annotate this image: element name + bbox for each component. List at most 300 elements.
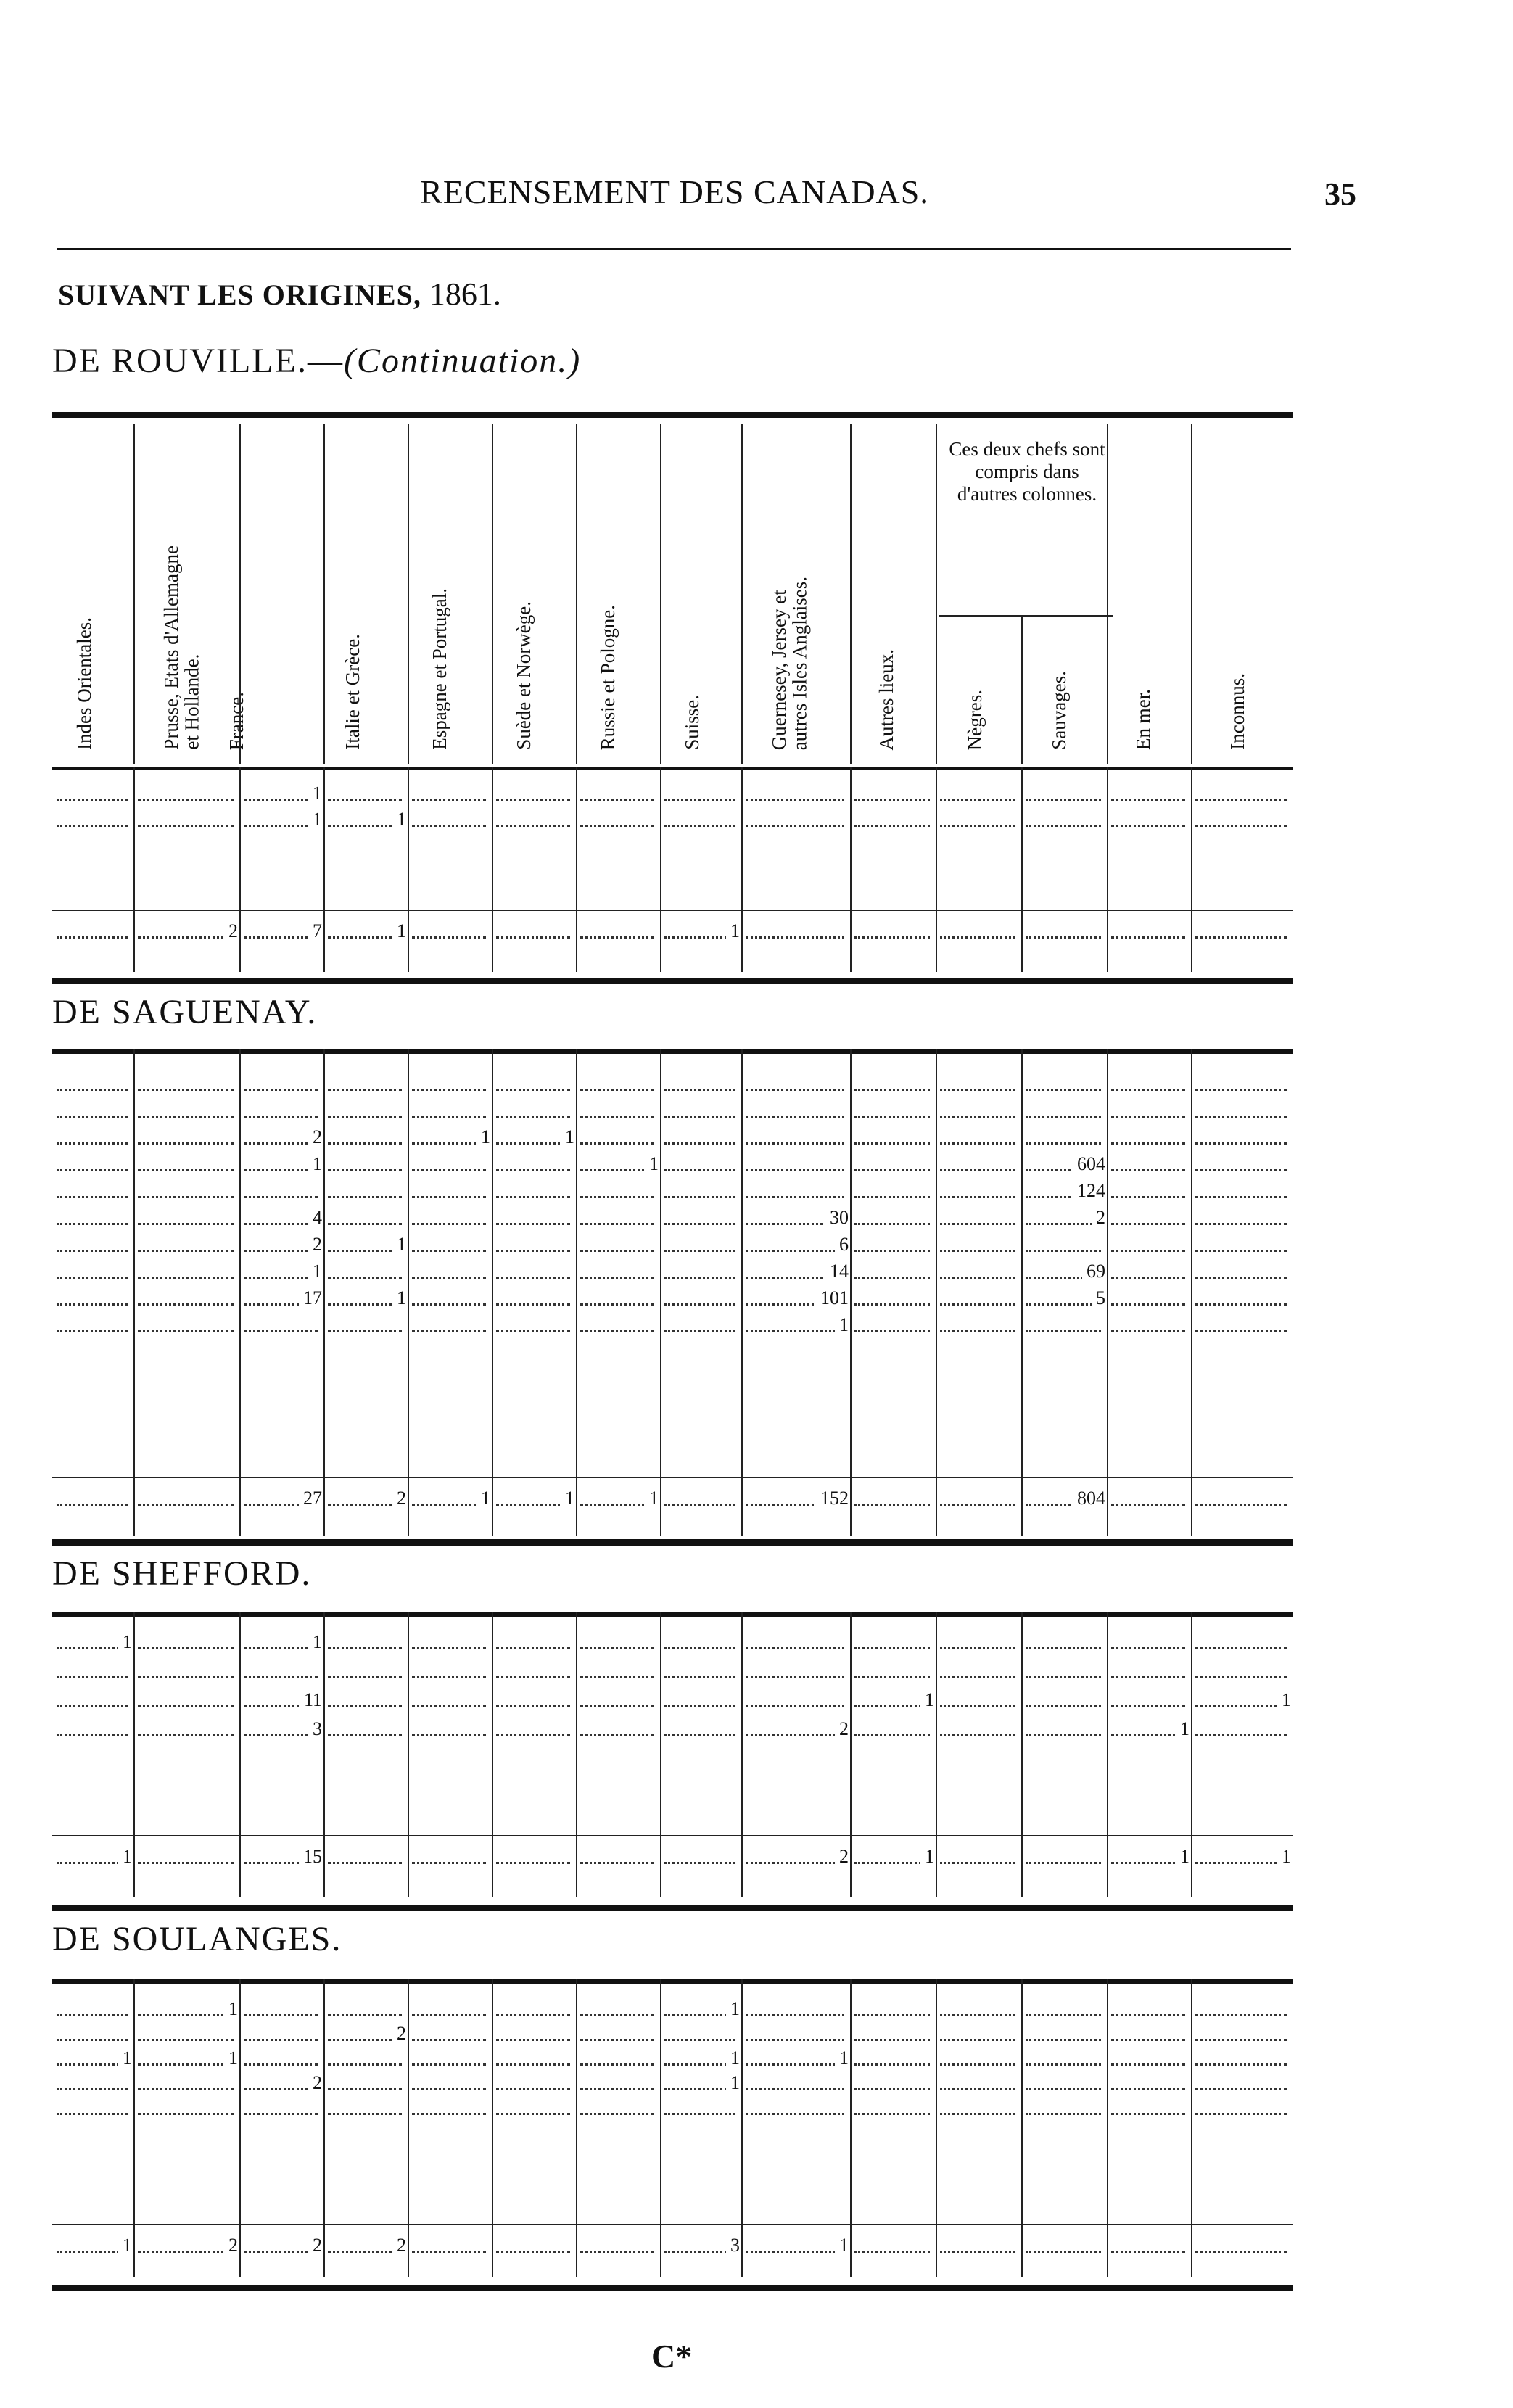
table-cell xyxy=(850,2096,936,2118)
leader-dots xyxy=(496,2251,570,2253)
leader-dots xyxy=(940,2014,1015,2016)
table-cell xyxy=(741,1179,850,1201)
table-cell xyxy=(741,2071,850,2093)
column-rule xyxy=(1191,424,1192,764)
table-cell xyxy=(492,1260,576,1282)
table-cell xyxy=(492,1153,576,1174)
leader-dots xyxy=(854,2063,930,2066)
leader-dots xyxy=(328,1250,402,1252)
table-cell xyxy=(1021,1153,1107,1174)
table-cell xyxy=(323,1689,408,1710)
table-cell xyxy=(850,1718,936,1739)
leader-dots xyxy=(496,1504,570,1506)
table-cell xyxy=(1191,1630,1293,1652)
table-row xyxy=(52,808,1293,833)
cell-value: 1 xyxy=(308,783,323,804)
leader-dots xyxy=(854,1142,930,1145)
section-title-saguenay xyxy=(52,992,317,1032)
leader-dots xyxy=(1111,1504,1185,1506)
leader-dots xyxy=(746,2113,844,2115)
leader-dots xyxy=(328,1196,402,1198)
leader-dots xyxy=(1026,1862,1101,1864)
signature-mark: C* xyxy=(651,2338,693,2375)
table-cell xyxy=(741,1689,850,1710)
table-cell xyxy=(1107,1260,1191,1282)
leader-dots xyxy=(244,1196,318,1198)
table-cell xyxy=(1191,1126,1293,1147)
group-head-note: Ces deux chefs sont compris dans d'autres colonnes. xyxy=(949,438,1105,506)
leader-dots xyxy=(580,2039,654,2041)
table-cell xyxy=(52,1179,133,1201)
table-cell xyxy=(660,1233,741,1255)
leader-dots xyxy=(746,1647,844,1649)
leader-dots xyxy=(940,1277,1015,1279)
leader-dots xyxy=(580,1705,654,1707)
table-cell xyxy=(408,1233,492,1255)
table-cell xyxy=(323,1659,408,1681)
leader-dots xyxy=(1026,825,1101,827)
table-cell xyxy=(133,1314,239,1335)
leader-dots xyxy=(664,1705,735,1707)
leader-dots xyxy=(57,936,128,939)
leader-dots xyxy=(328,1223,402,1225)
column-rule xyxy=(492,424,493,764)
leader-dots xyxy=(412,1089,486,1091)
cell-value: 2 xyxy=(392,1488,408,1509)
leader-dots xyxy=(244,1734,318,1736)
cell-value: 604 xyxy=(1073,1154,1107,1174)
leader-dots xyxy=(664,2014,735,2016)
table-cell xyxy=(52,808,133,830)
leader-dots xyxy=(1195,2251,1287,2253)
table-cell xyxy=(239,1126,323,1147)
leader-dots xyxy=(746,1142,844,1145)
leader-dots xyxy=(1195,1647,1287,1649)
table-cell xyxy=(741,1314,850,1335)
table-cell xyxy=(1107,1126,1191,1147)
table-cell xyxy=(576,1260,660,1282)
leader-dots xyxy=(328,2113,402,2115)
table-cell xyxy=(576,2047,660,2069)
table-cell xyxy=(1021,1997,1107,2019)
leader-dots xyxy=(496,1862,570,1864)
leader-dots xyxy=(854,825,930,827)
table-cell xyxy=(850,2047,936,2069)
table-cell xyxy=(1021,808,1107,830)
section-name: DE SAGUENAY. xyxy=(52,993,318,1031)
leader-dots xyxy=(664,825,735,827)
cell-value: 1 xyxy=(118,2235,133,2256)
total-rule xyxy=(52,1835,1293,1836)
leader-dots xyxy=(664,799,735,801)
cell-value: 4 xyxy=(308,1208,323,1228)
table-cell xyxy=(1107,1718,1191,1739)
table-cell xyxy=(741,2022,850,2044)
table-cell xyxy=(239,2234,323,2256)
col-head-france: France. xyxy=(226,691,247,750)
leader-dots xyxy=(57,799,128,801)
leader-dots xyxy=(940,2039,1015,2041)
section-bottom-rule xyxy=(52,978,1293,984)
leader-dots xyxy=(1195,1169,1287,1171)
col-head-autres-lieux: Autres lieux. xyxy=(875,648,897,750)
section-title-shefford xyxy=(52,1554,311,1593)
table-cell xyxy=(1107,1287,1191,1308)
table-cell xyxy=(133,782,239,804)
section-name: DE SOULANGES. xyxy=(52,1920,342,1958)
table-cell xyxy=(133,2047,239,2069)
leader-dots xyxy=(580,1303,654,1306)
table-cell xyxy=(936,1287,1021,1308)
leader-dots xyxy=(940,1862,1015,1864)
table-cell xyxy=(408,1153,492,1174)
leader-dots xyxy=(1026,2039,1101,2041)
leader-dots xyxy=(580,1277,654,1279)
column-rule xyxy=(239,424,241,764)
cell-value: 1 xyxy=(224,2048,239,2069)
leader-dots xyxy=(57,1250,128,1252)
table-cell xyxy=(1021,1314,1107,1335)
leader-dots xyxy=(1026,1116,1101,1118)
leader-dots xyxy=(854,1277,930,1279)
leader-dots xyxy=(854,1250,930,1252)
leader-dots xyxy=(244,2251,318,2253)
leader-dots xyxy=(1195,799,1287,801)
table-cell xyxy=(323,1260,408,1282)
table-row xyxy=(52,1630,1293,1655)
table-cell xyxy=(492,1099,576,1121)
leader-dots xyxy=(138,2088,234,2090)
table-cell xyxy=(1191,1099,1293,1121)
leader-dots xyxy=(1195,1330,1287,1332)
leader-dots xyxy=(138,1676,234,1678)
cell-value: 1 xyxy=(561,1488,576,1509)
leader-dots xyxy=(412,1116,486,1118)
cell-value: 1 xyxy=(118,1847,133,1867)
cell-value: 1 xyxy=(392,1234,408,1255)
leader-dots xyxy=(496,1705,570,1707)
table-cell xyxy=(741,1072,850,1094)
leader-dots xyxy=(57,2039,128,2041)
leader-dots xyxy=(412,1250,486,1252)
leader-dots xyxy=(138,1089,234,1091)
cell-value: 2 xyxy=(308,2235,323,2256)
table-cell xyxy=(1107,1630,1191,1652)
leader-dots xyxy=(138,1647,234,1649)
leader-dots xyxy=(940,2251,1015,2253)
table-cell xyxy=(741,1659,850,1681)
table-cell xyxy=(133,808,239,830)
table-cell xyxy=(741,920,850,941)
table-row xyxy=(52,2047,1293,2071)
table-cell xyxy=(660,1689,741,1710)
col-head-russie: Russie et Pologne. xyxy=(597,604,619,750)
table-cell xyxy=(1021,1718,1107,1739)
table-cell xyxy=(52,2071,133,2093)
table-cell xyxy=(323,1314,408,1335)
leader-dots xyxy=(244,1223,318,1225)
cell-value: 2 xyxy=(392,2235,408,2256)
table-cell xyxy=(850,2234,936,2256)
top-heavy-rule xyxy=(52,412,1293,418)
leader-dots xyxy=(328,2251,402,2253)
leader-dots xyxy=(496,1169,570,1171)
table-cell xyxy=(936,1206,1021,1228)
table-cell xyxy=(492,1689,576,1710)
leader-dots xyxy=(412,1277,486,1279)
table-cell xyxy=(239,1997,323,2019)
leader-dots xyxy=(854,1676,930,1678)
cell-value: 1 xyxy=(561,1127,576,1147)
cell-value: 6 xyxy=(835,1234,850,1255)
leader-dots xyxy=(412,825,486,827)
leader-dots xyxy=(746,1250,844,1252)
leader-dots xyxy=(496,936,570,939)
leader-dots xyxy=(664,1116,735,1118)
leader-dots xyxy=(244,1250,318,1252)
table-cell xyxy=(239,1099,323,1121)
section-bottom-rule xyxy=(52,1539,1293,1546)
table-cell xyxy=(576,1487,660,1509)
table-cell xyxy=(239,2022,323,2044)
leader-dots xyxy=(244,2014,318,2016)
table-cell xyxy=(1107,2047,1191,2069)
leader-dots xyxy=(138,1142,234,1145)
leader-dots xyxy=(940,1169,1015,1171)
table-cell xyxy=(1021,1260,1107,1282)
table-cell xyxy=(741,1099,850,1121)
leader-dots xyxy=(664,1277,735,1279)
running-title: RECENSEMENT DES CANADAS. xyxy=(420,173,929,210)
cell-value: 5 xyxy=(1092,1288,1107,1308)
leader-dots xyxy=(138,2039,234,2041)
table-cell xyxy=(52,1314,133,1335)
table-cell xyxy=(576,1179,660,1201)
table-cell xyxy=(323,2234,408,2256)
cell-value: 2 xyxy=(308,1127,323,1147)
col-head-italie: Italie et Grèce. xyxy=(342,634,363,750)
table-cell xyxy=(936,1179,1021,1201)
table-cell xyxy=(850,808,936,830)
col-head-suisse: Suisse. xyxy=(681,695,703,750)
leader-dots xyxy=(1195,1277,1287,1279)
cell-value: 1 xyxy=(835,1315,850,1335)
table-cell xyxy=(660,1126,741,1147)
section-name: DE ROUVILLE.— xyxy=(52,342,344,380)
table-cell xyxy=(323,1206,408,1228)
total-row xyxy=(52,1845,1293,1870)
leader-dots xyxy=(1111,1734,1185,1736)
leader-dots xyxy=(854,1116,930,1118)
leader-dots xyxy=(328,1277,402,1279)
leader-dots xyxy=(940,2088,1015,2090)
table-cell xyxy=(239,1233,323,1255)
table-cell xyxy=(408,920,492,941)
table-cell xyxy=(323,1099,408,1121)
table-cell xyxy=(52,1206,133,1228)
leader-dots xyxy=(1111,1116,1185,1118)
leader-dots xyxy=(746,1676,844,1678)
leader-dots xyxy=(1195,2039,1287,2041)
cell-value: 2 xyxy=(308,1234,323,1255)
leader-dots xyxy=(1195,1504,1287,1506)
table-cell xyxy=(660,1314,741,1335)
table-cell xyxy=(741,2047,850,2069)
table-cell xyxy=(492,782,576,804)
table-row xyxy=(52,1233,1293,1258)
cell-value: 1 xyxy=(645,1154,660,1174)
table-cell xyxy=(52,2047,133,2069)
leader-dots xyxy=(746,1116,844,1118)
table-cell xyxy=(133,1179,239,1201)
leader-dots xyxy=(1111,2088,1185,2090)
leader-dots xyxy=(580,2088,654,2090)
table-row xyxy=(52,1997,1293,2022)
table-cell xyxy=(850,920,936,941)
leader-dots xyxy=(57,1277,128,1279)
col-head-espagne: Espagne et Portugal. xyxy=(429,588,450,750)
leader-dots xyxy=(746,799,844,801)
total-row xyxy=(52,920,1293,944)
cell-value: 3 xyxy=(308,1719,323,1739)
leader-dots xyxy=(664,1142,735,1145)
leader-dots xyxy=(664,2113,735,2115)
cell-value: 1 xyxy=(392,921,408,941)
table-cell xyxy=(133,1126,239,1147)
table-cell xyxy=(323,1487,408,1509)
leader-dots xyxy=(496,1330,570,1332)
leader-dots xyxy=(138,2113,234,2115)
cell-value: 1 xyxy=(1277,1690,1293,1710)
leader-dots xyxy=(854,2014,930,2016)
table-cell xyxy=(492,2071,576,2093)
leader-dots xyxy=(580,1862,654,1864)
col-head-indes: Indes Orientales. xyxy=(73,617,95,750)
leader-dots xyxy=(328,1116,402,1118)
column-rule xyxy=(1107,424,1108,764)
table-row xyxy=(52,1287,1293,1311)
table-cell xyxy=(576,2022,660,2044)
leader-dots xyxy=(746,1196,844,1198)
table-cell xyxy=(133,2096,239,2118)
table-cell xyxy=(239,1153,323,1174)
table-row xyxy=(52,1659,1293,1684)
table-cell xyxy=(408,1072,492,1094)
table-cell xyxy=(576,1099,660,1121)
leader-dots xyxy=(496,1223,570,1225)
table-cell xyxy=(492,1179,576,1201)
leader-dots xyxy=(1111,1196,1185,1198)
table-cell xyxy=(1107,1845,1191,1867)
table-cell xyxy=(52,1630,133,1652)
table-cell xyxy=(1021,1630,1107,1652)
column-rule xyxy=(323,424,325,764)
table-cell xyxy=(133,1153,239,1174)
leader-dots xyxy=(1195,2063,1287,2066)
leader-dots xyxy=(138,825,234,827)
leader-dots xyxy=(940,1250,1015,1252)
leader-dots xyxy=(580,936,654,939)
leader-dots xyxy=(57,1862,128,1864)
cell-value: 1 xyxy=(308,1154,323,1174)
cell-value: 1 xyxy=(1277,1847,1293,1867)
table-cell xyxy=(133,1233,239,1255)
cell-value: 2 xyxy=(835,1847,850,1867)
leader-dots xyxy=(328,1734,402,1736)
column-rule xyxy=(408,424,409,764)
table-cell xyxy=(741,1718,850,1739)
table-cell xyxy=(1191,1314,1293,1335)
cell-value: 1 xyxy=(308,1632,323,1652)
table-cell xyxy=(408,2022,492,2044)
cell-value: 11 xyxy=(300,1690,323,1710)
table-cell xyxy=(741,1487,850,1509)
table-cell xyxy=(408,1997,492,2019)
table-cell xyxy=(660,1718,741,1739)
leader-dots xyxy=(1195,936,1287,939)
leader-dots xyxy=(496,1196,570,1198)
cell-value: 124 xyxy=(1073,1181,1107,1201)
table-cell xyxy=(850,2071,936,2093)
leader-dots xyxy=(664,2039,735,2041)
table-cell xyxy=(239,1206,323,1228)
table-cell xyxy=(576,1233,660,1255)
table-cell xyxy=(323,1179,408,1201)
table-cell xyxy=(408,1099,492,1121)
table-cell xyxy=(408,2047,492,2069)
cell-value: 27 xyxy=(299,1488,323,1509)
table-cell xyxy=(408,1126,492,1147)
table-cell xyxy=(660,1260,741,1282)
table-cell xyxy=(741,808,850,830)
table-cell xyxy=(936,1718,1021,1739)
table-cell xyxy=(936,1314,1021,1335)
leader-dots xyxy=(328,2088,402,2090)
table-cell xyxy=(239,1718,323,1739)
table-cell xyxy=(576,1153,660,1174)
table-row xyxy=(52,1072,1293,1097)
leader-dots xyxy=(328,825,402,827)
leader-dots xyxy=(138,799,234,801)
table-cell xyxy=(936,782,1021,804)
leader-dots xyxy=(496,1142,570,1145)
table-cell xyxy=(239,1487,323,1509)
leader-dots xyxy=(854,2113,930,2115)
leader-dots xyxy=(328,1169,402,1171)
cell-value: 1 xyxy=(118,2048,133,2069)
table-cell xyxy=(408,1206,492,1228)
table-cell xyxy=(323,2047,408,2069)
leader-dots xyxy=(940,1504,1015,1506)
table-cell xyxy=(741,2096,850,2118)
leader-dots xyxy=(854,2088,930,2090)
table-cell xyxy=(239,782,323,804)
table-cell xyxy=(239,1845,323,1867)
table-cell xyxy=(408,1845,492,1867)
table-cell xyxy=(850,1099,936,1121)
table-cell xyxy=(133,1845,239,1867)
table-cell xyxy=(52,1659,133,1681)
leader-dots xyxy=(854,1303,930,1306)
col-head-suede: Suède et Norwège. xyxy=(513,601,535,750)
leader-dots xyxy=(664,1250,735,1252)
leader-dots xyxy=(138,1303,234,1306)
cell-value: 14 xyxy=(825,1261,850,1282)
leader-dots xyxy=(57,1676,128,1678)
leader-dots xyxy=(746,936,844,939)
leader-dots xyxy=(412,1330,486,1332)
leader-dots xyxy=(854,1089,930,1091)
